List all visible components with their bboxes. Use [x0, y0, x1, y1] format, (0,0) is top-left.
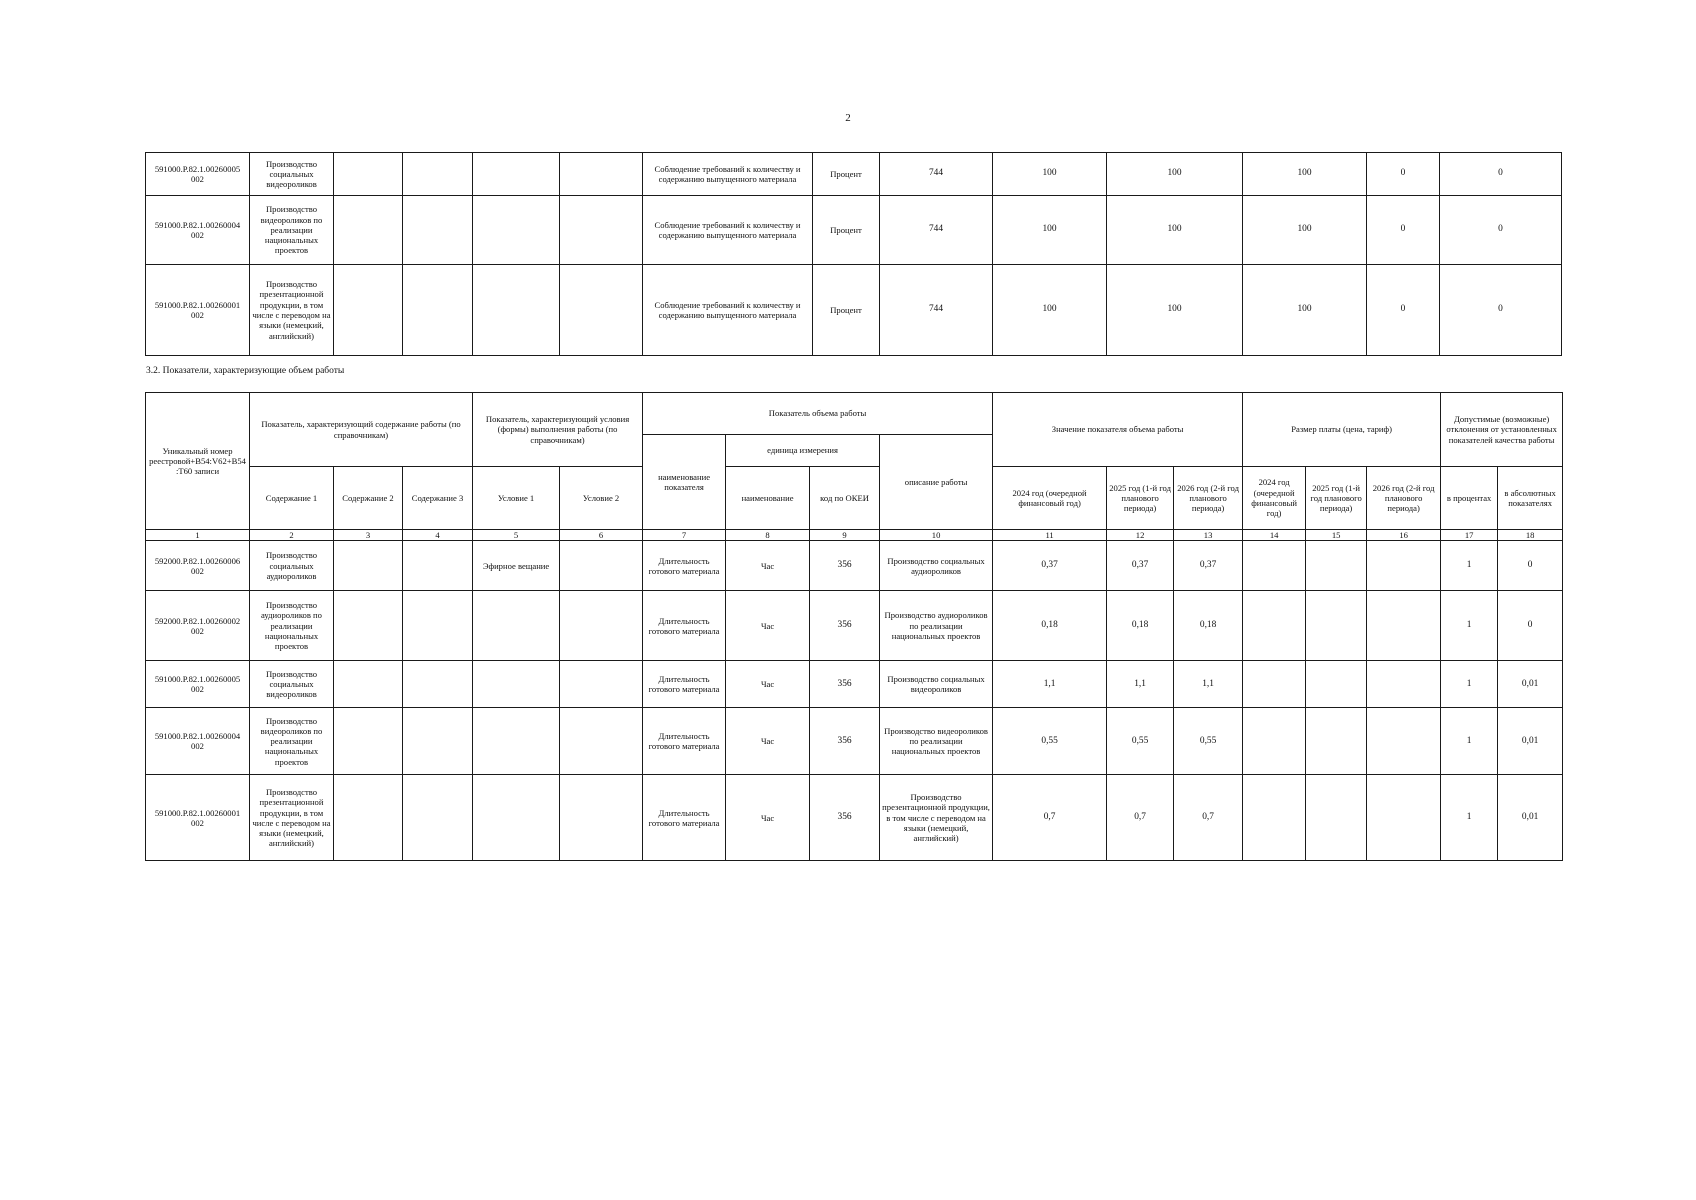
value-cell: 0,7 [993, 775, 1107, 861]
header-year-2025: 2025 год (1-й год планового периода) [1107, 467, 1174, 530]
unit-cell: Час [726, 708, 810, 775]
unit-cell: Час [726, 661, 810, 708]
header-year-2024: 2024 год (очередной финансовый год) [993, 467, 1107, 530]
header-absolute: в абсолютных показателях [1498, 467, 1563, 530]
header-fee-2024: 2024 год (очередной финансовый год) [1243, 467, 1306, 530]
condition-cell [473, 775, 560, 861]
content-cell: Производство социальных видеороликов [250, 153, 334, 196]
value-cell: 100 [993, 153, 1107, 196]
value-cell: 0,55 [1107, 708, 1174, 775]
column-number: 15 [1306, 530, 1367, 541]
description-cell: Производство аудиороликов по реализации национальных проектов [880, 591, 993, 661]
value-cell: 0,18 [1107, 591, 1174, 661]
deviation-percent-cell: 1 [1441, 775, 1498, 861]
value-cell: 100 [993, 196, 1107, 265]
registry-number: 591000.Р.82.1.00260001 002 [146, 265, 250, 356]
column-number: 11 [993, 530, 1107, 541]
value-cell: 0,7 [1107, 775, 1174, 861]
value-cell: 0,37 [993, 541, 1107, 591]
header-condition-2: Условие 2 [560, 467, 643, 530]
table-row [146, 196, 1562, 265]
page-number: 2 [845, 112, 851, 124]
value-cell: 0,55 [993, 708, 1107, 775]
okei-cell: 356 [810, 708, 880, 775]
okei-cell: 744 [880, 153, 993, 196]
header-content-1: Содержание 1 [250, 467, 334, 530]
value-cell: 0,55 [1174, 708, 1243, 775]
content-cell: Производство видеороликов по реализации национальных проектов [250, 196, 334, 265]
header-unique-number: Уникальный номер реестровой+B54:V62+B54:T60 записи [146, 393, 250, 530]
description-cell: Производство презентационной продукции, в том числе с переводом на языки (немецкий, английский) [880, 775, 993, 861]
column-number: 14 [1243, 530, 1306, 541]
column-number: 12 [1107, 530, 1174, 541]
value-cell: 1,1 [1107, 661, 1174, 708]
column-number: 4 [403, 530, 473, 541]
unit-cell: Час [726, 541, 810, 591]
indicator-cell: Соблюдение требований к количеству и содержанию выпущенного материала [643, 153, 813, 196]
indicator-cell: Соблюдение требований к количеству и содержанию выпущенного материала [643, 265, 813, 356]
indicator-cell: Длительность готового материала [643, 591, 726, 661]
column-number: 18 [1498, 530, 1563, 541]
deviation-percent-cell: 1 [1441, 591, 1498, 661]
header-value-group: Значение показателя объема работы [993, 393, 1243, 467]
header-condition-1: Условие 1 [473, 467, 560, 530]
table-row [146, 775, 1563, 861]
value-cell: 0,37 [1107, 541, 1174, 591]
column-number: 3 [334, 530, 403, 541]
deviation-absolute-cell: 0 [1498, 541, 1563, 591]
value-cell: 0,18 [1174, 591, 1243, 661]
header-year-2026: 2026 год (2-й год планового периода) [1174, 467, 1243, 530]
table-row [146, 541, 1563, 591]
table-row [146, 661, 1563, 708]
value-cell: 100 [993, 265, 1107, 356]
registry-number: 592000.Р.82.1.00260002 002 [146, 591, 250, 661]
header-okei: код по ОКЕИ [810, 467, 880, 530]
header-content-group: Показатель, характеризующий содержание работы (по справочникам) [250, 393, 473, 467]
table-row [146, 265, 1562, 356]
okei-cell: 744 [880, 196, 993, 265]
table-header-row [146, 393, 1563, 435]
header-fee-2025: 2025 год (1-й год планового периода) [1306, 467, 1367, 530]
column-number: 7 [643, 530, 726, 541]
okei-cell: 356 [810, 591, 880, 661]
registry-number: 592000.Р.82.1.00260006 002 [146, 541, 250, 591]
value-cell: 100 [1107, 265, 1243, 356]
table-header-row [146, 467, 1563, 530]
indicator-cell: Длительность готового материала [643, 661, 726, 708]
deviation-absolute-cell: 0,01 [1498, 708, 1563, 775]
indicator-cell: Длительность готового материала [643, 775, 726, 861]
okei-cell: 356 [810, 661, 880, 708]
description-cell: Производство социальных видеороликов [880, 661, 993, 708]
condition-cell [473, 591, 560, 661]
column-number: 13 [1174, 530, 1243, 541]
registry-number: 591000.Р.82.1.00260005 002 [146, 661, 250, 708]
column-number: 9 [810, 530, 880, 541]
value-cell: 0,7 [1174, 775, 1243, 861]
header-content-3: Содержание 3 [403, 467, 473, 530]
value-cell: 100 [1243, 196, 1367, 265]
column-number: 1 [146, 530, 250, 541]
section-heading: 3.2. Показатели, характеризующие объем работы [146, 366, 345, 376]
condition-cell [473, 661, 560, 708]
header-unit-group: единица измерения [726, 435, 880, 467]
content-cell: Производство видеороликов по реализации национальных проектов [250, 708, 334, 775]
column-number-row [146, 530, 1563, 541]
column-number: 6 [560, 530, 643, 541]
header-deviation-group: Допустимые (возможные) отклонения от установленных показателей качества работы [1441, 393, 1563, 467]
header-percent: в процентах [1441, 467, 1498, 530]
value-cell: 100 [1107, 196, 1243, 265]
column-number: 10 [880, 530, 993, 541]
deviation-percent-cell: 1 [1441, 661, 1498, 708]
indicator-cell: Длительность готового материала [643, 541, 726, 591]
header-unit-name: наименование [726, 467, 810, 530]
okei-cell: 356 [810, 775, 880, 861]
content-cell: Производство презентационной продукции, в том числе с переводом на языки (немецкий, английский) [250, 775, 334, 861]
okei-cell: 744 [880, 265, 993, 356]
column-number: 8 [726, 530, 810, 541]
value-cell: 100 [1243, 153, 1367, 196]
column-number: 2 [250, 530, 334, 541]
content-cell: Производство социальных аудиороликов [250, 541, 334, 591]
value-cell: 1,1 [993, 661, 1107, 708]
deviation-percent-cell: 0 [1367, 196, 1440, 265]
registry-number: 591000.Р.82.1.00260005 002 [146, 153, 250, 196]
deviation-absolute-cell: 0 [1440, 196, 1562, 265]
deviation-percent-cell: 0 [1367, 153, 1440, 196]
header-fee-2026: 2026 год (2-й год планового периода) [1367, 467, 1441, 530]
header-indicator-name: наименование показателя [643, 435, 726, 530]
value-cell: 0,37 [1174, 541, 1243, 591]
column-number: 5 [473, 530, 560, 541]
volume-indicators-table [145, 392, 1563, 861]
content-cell: Производство презентационной продукции, в том числе с переводом на языки (немецкий, английский) [250, 265, 334, 356]
column-number: 17 [1441, 530, 1498, 541]
deviation-absolute-cell: 0,01 [1498, 775, 1563, 861]
content-cell: Производство аудиороликов по реализации национальных проектов [250, 591, 334, 661]
deviation-absolute-cell: 0 [1440, 265, 1562, 356]
deviation-percent-cell: 1 [1441, 708, 1498, 775]
table-row [146, 708, 1563, 775]
unit-cell: Процент [813, 265, 880, 356]
description-cell: Производство видеороликов по реализации национальных проектов [880, 708, 993, 775]
deviation-percent-cell: 1 [1441, 541, 1498, 591]
unit-cell: Час [726, 775, 810, 861]
unit-cell: Процент [813, 196, 880, 265]
deviation-absolute-cell: 0 [1440, 153, 1562, 196]
unit-cell: Процент [813, 153, 880, 196]
header-fee-group: Размер платы (цена, тариф) [1243, 393, 1441, 467]
header-content-2: Содержание 2 [334, 467, 403, 530]
condition-cell [473, 708, 560, 775]
column-number: 16 [1367, 530, 1441, 541]
value-cell: 100 [1243, 265, 1367, 356]
registry-number: 591000.Р.82.1.00260004 002 [146, 196, 250, 265]
description-cell: Производство социальных аудиороликов [880, 541, 993, 591]
quality-indicators-table [145, 152, 1562, 356]
value-cell: 1,1 [1174, 661, 1243, 708]
condition-cell: Эфирное вещание [473, 541, 560, 591]
header-condition-group: Показатель, характеризующий условия (формы) выполнения работы (по справочникам) [473, 393, 643, 467]
value-cell: 0,18 [993, 591, 1107, 661]
unit-cell: Час [726, 591, 810, 661]
deviation-absolute-cell: 0 [1498, 591, 1563, 661]
table-row [146, 153, 1562, 196]
deviation-percent-cell: 0 [1367, 265, 1440, 356]
deviation-absolute-cell: 0,01 [1498, 661, 1563, 708]
registry-number: 591000.Р.82.1.00260004 002 [146, 708, 250, 775]
indicator-cell: Длительность готового материала [643, 708, 726, 775]
header-volume-group: Показатель объема работы [643, 393, 993, 435]
header-work-description: описание работы [880, 435, 993, 530]
indicator-cell: Соблюдение требований к количеству и содержанию выпущенного материала [643, 196, 813, 265]
registry-number: 591000.Р.82.1.00260001 002 [146, 775, 250, 861]
value-cell: 100 [1107, 153, 1243, 196]
table-row [146, 591, 1563, 661]
content-cell: Производство социальных видеороликов [250, 661, 334, 708]
okei-cell: 356 [810, 541, 880, 591]
